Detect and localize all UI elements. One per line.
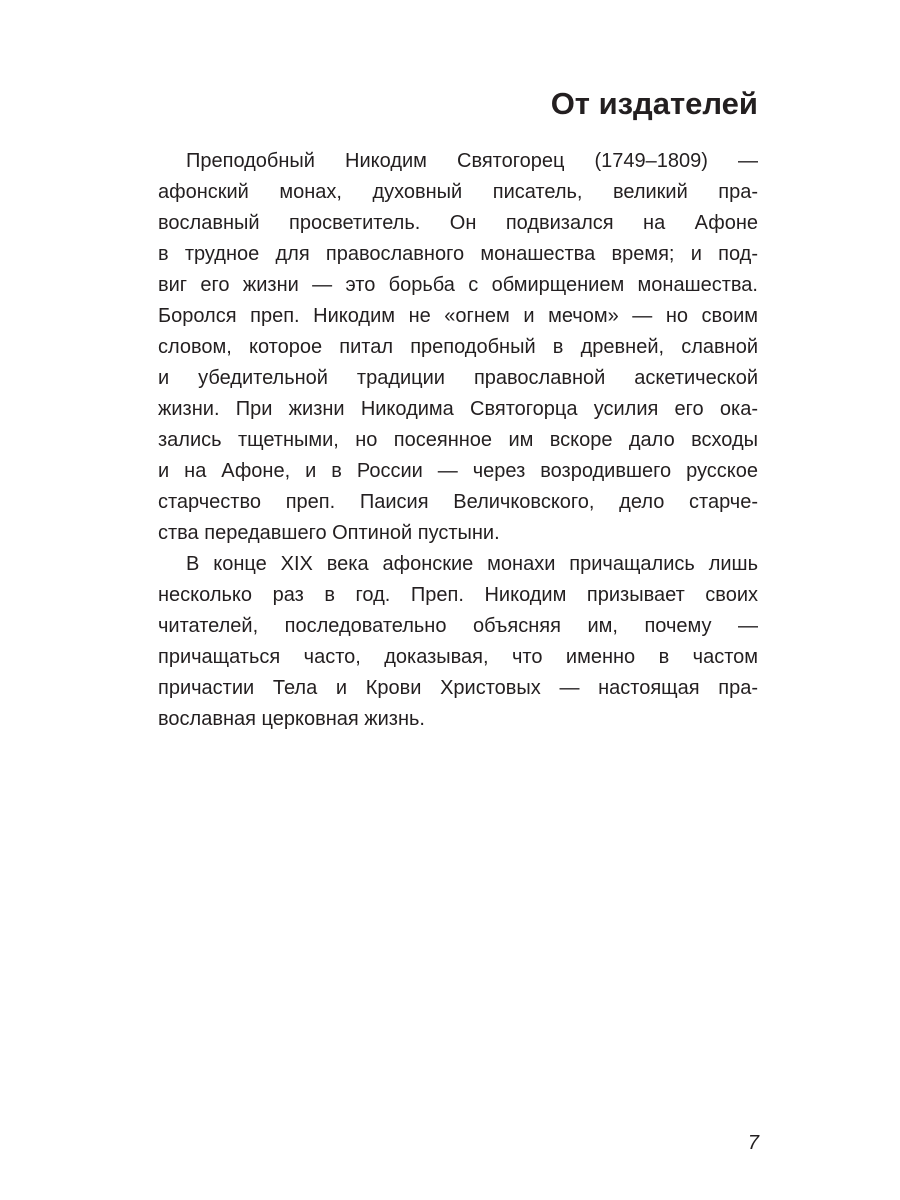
text-line: несколько раз в год. Преп. Никодим призывает своих [158, 584, 758, 606]
text-line: ства передавшего Оптиной пустыни. [158, 522, 500, 544]
text-line: В конце XIX века афонские монахи причащались лишь [186, 553, 758, 575]
text-line: Боролся преп. Никодим не «огнем и мечом» — но своим [158, 305, 758, 327]
page-title: От издателей [550, 86, 758, 121]
text-line: виг его жизни — это борьба с обмирщением монашества. [158, 274, 758, 296]
text-line: вославная церковная жизнь. [158, 708, 425, 730]
paragraph-2 [158, 549, 758, 735]
text-line: жизни. При жизни Никодима Святогорца усилия его ока- [158, 398, 758, 420]
text-line: словом, которое питал преподобный в древней, славной [158, 336, 758, 358]
text-line: афонский монах, духовный писатель, великий пра- [158, 181, 758, 203]
text-line: вославный просветитель. Он подвизался на Афоне [158, 212, 758, 234]
text-line: в трудное для православного монашества время; и под- [158, 243, 758, 265]
text-line: Преподобный Никодим Святогорец (1749–1809) — [186, 150, 758, 172]
text-line: причащаться часто, доказывая, что именно в частом [158, 646, 758, 668]
text-line: и убедительной традиции православной аскетической [158, 367, 758, 389]
body-text [158, 146, 758, 735]
text-line: и на Афоне, и в России — через возродившего русское [158, 460, 758, 482]
text-line: причастии Тела и Крови Христовых — настоящая пра- [158, 677, 758, 699]
text-line: старчество преп. Паисия Величковского, дело старче- [158, 491, 758, 513]
text-line: зались тщетными, но посеянное им вскоре дало всходы [158, 429, 758, 451]
text-line: читателей, последовательно объясняя им, почему — [158, 615, 758, 637]
page-number: 7 [747, 1132, 759, 1154]
paragraph-1 [158, 146, 758, 549]
